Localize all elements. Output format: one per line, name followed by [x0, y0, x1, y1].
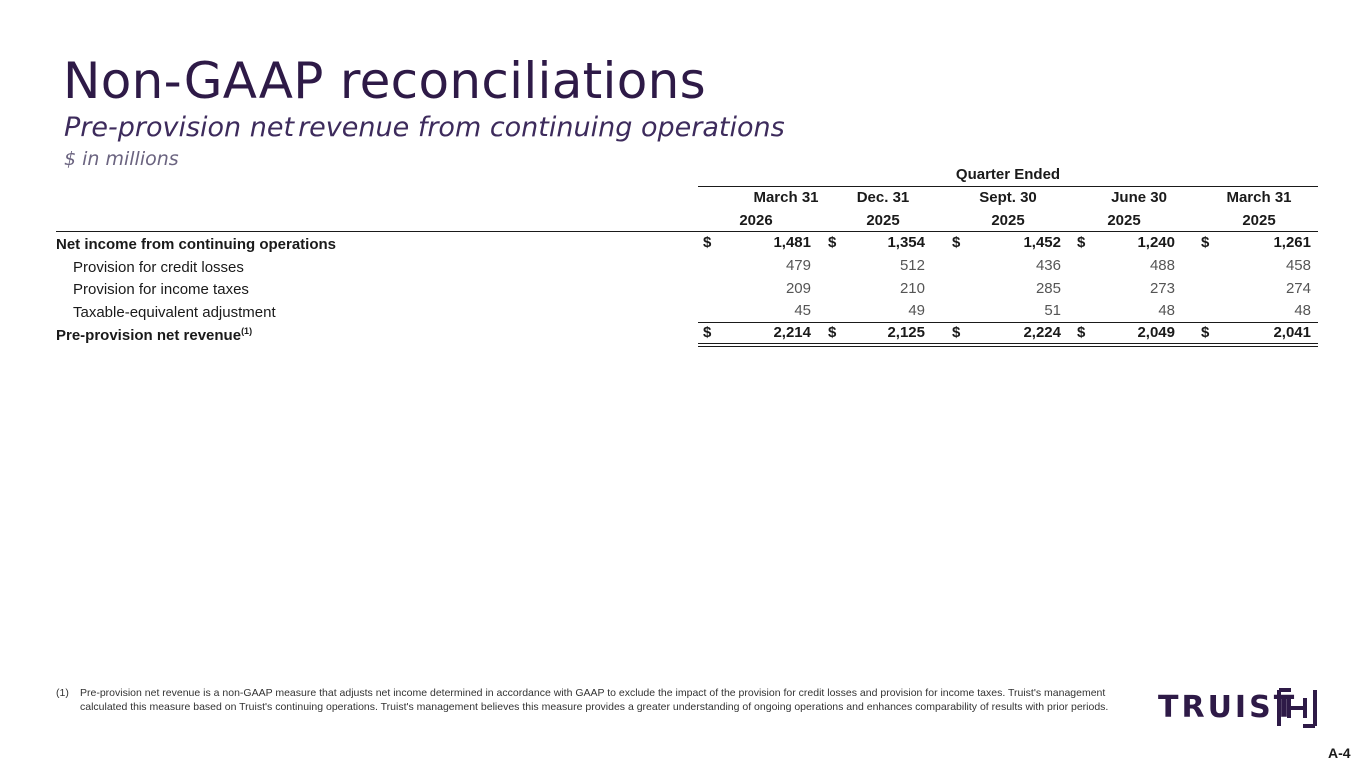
- col-header-month: March 31: [753, 189, 819, 206]
- truist-mark-icon: [1275, 688, 1319, 728]
- logo-wordmark: TRUIST: [1158, 690, 1298, 725]
- total-double-rule-bottom: [698, 346, 1318, 347]
- cell-value: 51: [1044, 302, 1061, 319]
- footnote-marker: (1): [56, 687, 69, 699]
- cell-value: 1,240: [1137, 234, 1175, 251]
- footnote: [56, 686, 1146, 714]
- cell-value: 488: [1149, 257, 1175, 274]
- cell-value: 1,481: [773, 234, 811, 251]
- header-rule: [56, 231, 1318, 232]
- cell-value: 45: [794, 302, 811, 319]
- cell-value: 2,214: [773, 324, 811, 341]
- page-number: A-4: [1328, 745, 1351, 761]
- row-label-net-income: Net income from continuing operations: [56, 236, 337, 253]
- row-label-credit-losses: Provision for credit losses: [73, 259, 244, 276]
- col-header-year: 2025: [1107, 212, 1141, 229]
- currency-symbol: $: [952, 324, 961, 341]
- subtitle-part-2: revenue: [298, 112, 410, 143]
- footnote-text: Pre-provision net revenue is a non-GAAP measure that adjusts net income determined in accordance with GAAP to exclude the impact of the provision for credit losses and provision for income taxes. Truist's management calculated this measure based on Truist's continuing operations. Truist's management believes this measure provides a greater understanding of ongoing operations and enhances comparability of results with prior periods.: [80, 687, 1109, 713]
- col-header-year: 2025: [1242, 212, 1276, 229]
- cell-value: 285: [1035, 280, 1061, 297]
- cell-value: 479: [785, 257, 811, 274]
- currency-symbol: $: [1201, 324, 1210, 341]
- cell-value: 512: [899, 257, 925, 274]
- cell-value: 2,224: [1023, 324, 1061, 341]
- currency-symbol: $: [703, 234, 712, 251]
- cell-value: 274: [1285, 280, 1311, 297]
- currency-symbol: $: [952, 234, 961, 251]
- subtitle-part-3: from continuing operations: [417, 112, 785, 143]
- row-label-ppnr: [56, 326, 252, 344]
- cell-value: 1,261: [1273, 234, 1311, 251]
- total-double-rule-top: [698, 343, 1318, 344]
- cell-value: 2,049: [1137, 324, 1175, 341]
- col-header-year: 2026: [739, 212, 773, 229]
- col-header-year: 2025: [866, 212, 900, 229]
- cell-value: 210: [899, 280, 925, 297]
- col-header-month: March 31: [1226, 189, 1292, 206]
- cell-value: 1,354: [887, 234, 925, 251]
- col-header-year: 2025: [991, 212, 1025, 229]
- cell-value: 209: [785, 280, 811, 297]
- footnote-ref: (1): [241, 326, 253, 336]
- currency-symbol: $: [1201, 234, 1210, 251]
- quarter-ended-header: Quarter Ended: [955, 166, 1061, 183]
- currency-symbol: $: [828, 324, 837, 341]
- page-title: Non-GAAP reconciliations: [63, 52, 706, 110]
- group-header-rule: [698, 186, 1318, 187]
- col-header-month: Sept. 30: [979, 189, 1037, 206]
- ppnr-label-text: Pre-provision net revenue: [56, 327, 242, 344]
- units-label: $ in millions: [64, 148, 179, 170]
- col-header-month: Dec. 31: [856, 189, 910, 206]
- cell-value: 49: [908, 302, 925, 319]
- subtitle-part-1: Pre-provision net: [64, 112, 295, 143]
- cell-value: 2,041: [1273, 324, 1311, 341]
- currency-symbol: $: [828, 234, 837, 251]
- cell-value: 1,452: [1023, 234, 1061, 251]
- currency-symbol: $: [703, 324, 712, 341]
- currency-symbol: $: [1077, 324, 1086, 341]
- page-subtitle: [64, 112, 785, 143]
- subtotal-rule: [698, 322, 1318, 323]
- cell-value: 458: [1285, 257, 1311, 274]
- cell-value: 436: [1035, 257, 1061, 274]
- cell-value: 273: [1149, 280, 1175, 297]
- currency-symbol: $: [1077, 234, 1086, 251]
- cell-value: 48: [1158, 302, 1175, 319]
- row-label-income-taxes: Provision for income taxes: [73, 281, 249, 298]
- row-label-taxable-equivalent: Taxable-equivalent adjustment: [73, 304, 276, 321]
- cell-value: 2,125: [887, 324, 925, 341]
- col-header-month: June 30: [1111, 189, 1167, 206]
- cell-value: 48: [1294, 302, 1311, 319]
